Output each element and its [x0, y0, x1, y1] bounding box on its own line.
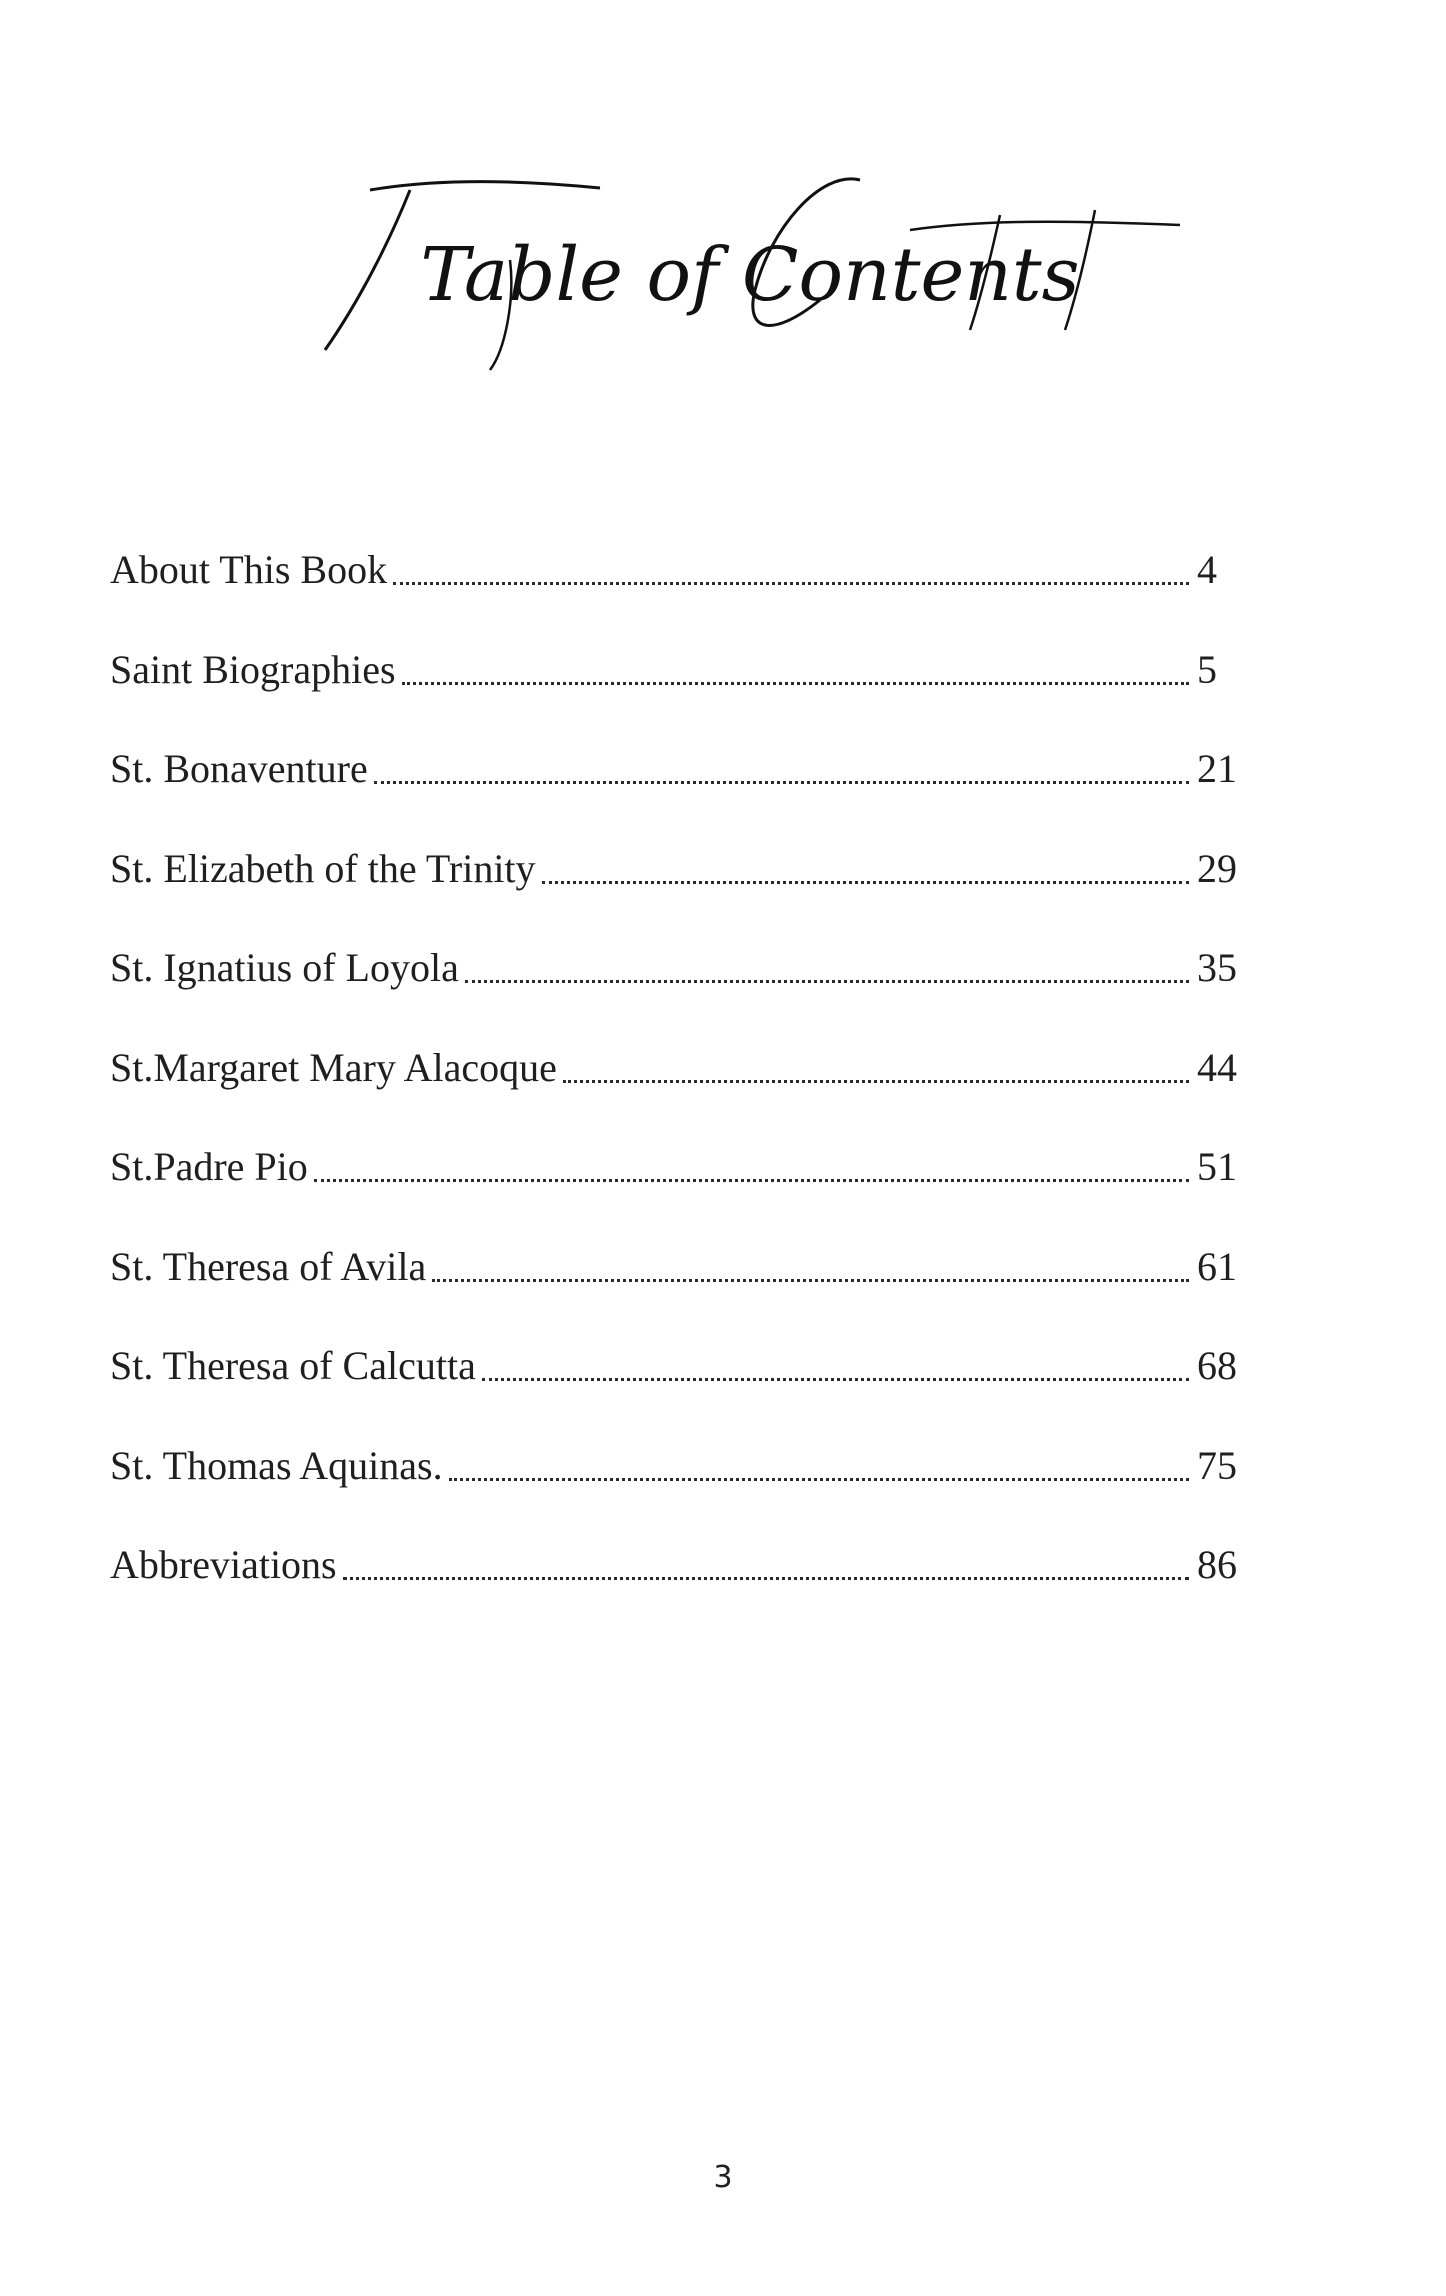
page-title: [300, 150, 1200, 400]
dot-leader: [314, 1137, 1189, 1182]
toc-entry-page: 61: [1197, 1243, 1237, 1289]
page-title-text: Table of Contents: [420, 232, 1080, 318]
dot-leader: [482, 1336, 1189, 1381]
toc-entry[interactable]: [110, 640, 1245, 740]
toc-entry[interactable]: [110, 938, 1245, 1038]
dot-leader: [402, 640, 1189, 685]
toc-entry-title: Abbreviations: [110, 1542, 337, 1587]
toc-entry[interactable]: [110, 1336, 1245, 1436]
dot-leader: [374, 739, 1189, 784]
toc-entry[interactable]: [110, 1038, 1245, 1138]
toc-entry-title: St. Elizabeth of the Trinity: [110, 845, 536, 891]
dot-leader: [563, 1038, 1189, 1083]
toc-entry-title: St.Padre Pio: [110, 1144, 308, 1189]
toc-entry-title: Saint Biographies: [110, 646, 396, 692]
toc-entry-page: 4: [1197, 547, 1217, 592]
toc-entry[interactable]: [110, 1237, 1245, 1337]
toc-entry-title: St. Theresa of Calcutta: [110, 1343, 476, 1388]
toc-entry-title: St. Ignatius of Loyola: [110, 945, 459, 990]
toc-entry-page: 29: [1197, 845, 1237, 891]
page-number: 3: [713, 2160, 733, 2195]
toc-entry[interactable]: [110, 1535, 1245, 1635]
toc-entry-page: 21: [1197, 746, 1237, 791]
toc-entry-page: 44: [1197, 1044, 1237, 1090]
toc-entry-title: St. Theresa of Avila: [110, 1243, 427, 1289]
toc-entry[interactable]: [110, 739, 1245, 839]
toc-entry-page: 86: [1197, 1542, 1237, 1587]
dot-leader: [393, 540, 1189, 585]
toc-entry-page: 35: [1197, 945, 1237, 990]
toc-entry-page: 51: [1197, 1144, 1237, 1189]
toc-entry-title: St. Bonaventure: [110, 746, 368, 791]
toc-entry-title: St. Thomas Aquinas.: [110, 1442, 443, 1488]
dot-leader: [432, 1237, 1189, 1282]
toc-entry[interactable]: [110, 540, 1245, 640]
toc-entry-page: 75: [1197, 1442, 1237, 1488]
toc-entry-page: 5: [1197, 646, 1217, 692]
dot-leader: [343, 1535, 1189, 1580]
dot-leader: [542, 839, 1189, 884]
dot-leader: [465, 938, 1189, 983]
toc-entry[interactable]: [110, 839, 1245, 939]
table-of-contents: [110, 540, 1245, 1635]
script-title-graphic: [300, 150, 1200, 400]
toc-entry-title: About This Book: [110, 547, 388, 592]
toc-entry[interactable]: [110, 1436, 1245, 1536]
toc-entry-page: 68: [1197, 1343, 1237, 1388]
toc-entry-title: St.Margaret Mary Alacoque: [110, 1044, 557, 1090]
dot-leader: [449, 1436, 1189, 1481]
toc-entry[interactable]: [110, 1137, 1245, 1237]
